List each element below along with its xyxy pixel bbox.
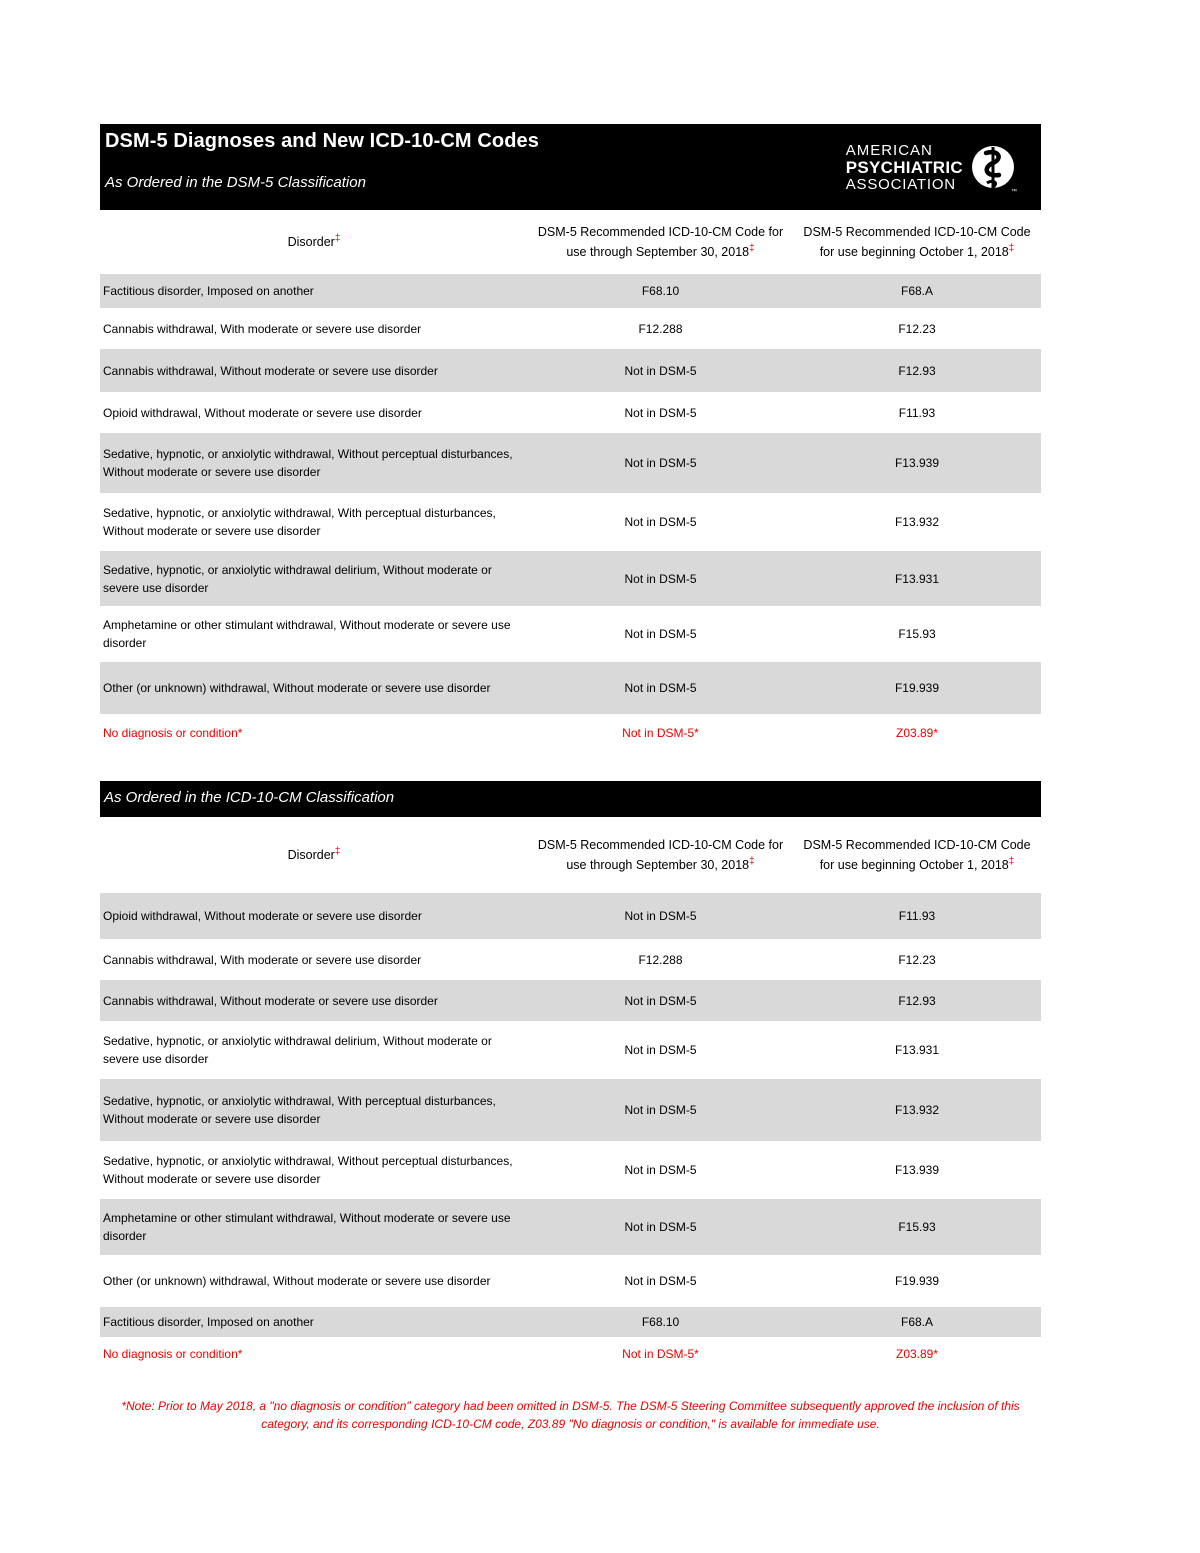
code-beginning-cell: F13.939 [894,1163,940,1177]
icd10-order-table [100,817,1041,1371]
col-header-beginning: DSM-5 Recommended ICD-10-CM Code for use beginning October 1, 2018‡ [803,225,1031,259]
code-beginning-cell: F13.931 [894,1043,940,1057]
code-beginning-cell: F11.93 [793,893,1041,939]
code-through-cell: Not in DSM-5 [528,1079,793,1141]
apa-logo [846,136,1017,198]
table-row [100,606,1041,662]
table-row [100,551,1041,606]
document [100,124,1041,1371]
code-beginning-cell: F19.939 [793,662,1041,714]
col-header-disorder: Disorder‡ [287,232,341,249]
table-row [100,1255,1041,1307]
code-through-cell: F12.288 [638,321,683,336]
logo-line-psychiatric: PSYCHIATRIC [845,157,963,177]
table-row [100,349,1041,392]
table-row [100,1021,1041,1079]
code-through-cell: F12.288 [638,952,683,967]
table-row [100,939,1041,980]
code-beginning-cell: F13.932 [793,1079,1041,1141]
disorder-cell: No diagnosis or condition* [103,1347,243,1361]
table-row [100,493,1041,551]
logo-line-association: ASSOCIATION [845,175,956,193]
disorder-cell: Sedative, hypnotic, or anxiolytic withdrawal, Without perceptual disturbances, Without moderate or severe use disorder [100,433,528,493]
code-through-cell: Not in DSM-5 [528,551,793,606]
code-beginning-cell: F12.93 [793,349,1041,392]
table-row [100,1079,1041,1141]
code-beginning-cell: F19.939 [894,1274,940,1288]
disorder-cell: Cannabis withdrawal, Without moderate or severe use disorder [100,980,528,1021]
logo-trademark: ™ [1011,189,1017,195]
disorder-cell: Amphetamine or other stimulant withdrawal, Without moderate or severe use disorder [103,618,511,650]
col-header-through: DSM-5 Recommended ICD-10-CM Code for use through September 30, 2018‡ [537,838,784,872]
col-header-beginning: DSM-5 Recommended ICD-10-CM Code for use beginning October 1, 2018‡ [803,838,1031,872]
table-row [100,980,1041,1021]
footnote: *Note: Prior to May 2018, a "no diagnosis or condition" category had been omitted in DSM-5. The DSM-5 Steering Committee subsequently approved the inclusion of this category, and its corresponding ICD-10-CM code, Z03.89 "No diagnosis or condition," is available for immediate use. [121,1399,1020,1431]
disorder-cell: Cannabis withdrawal, With moderate or severe use disorder [103,321,422,336]
dsm5-order-table [100,210,1041,752]
code-through-cell: Not in DSM-5 [624,405,697,420]
code-through-cell: Not in DSM-5 [624,1043,697,1057]
table-row [100,1141,1041,1199]
header-banner [100,124,1041,210]
code-through-cell: Not in DSM-5 [528,349,793,392]
table-row [100,662,1041,714]
code-beginning-cell: F12.93 [793,980,1041,1021]
code-beginning-cell: F13.931 [793,551,1041,606]
code-through-cell: Not in DSM-5 [624,515,697,529]
code-through-cell: Not in DSM-5 [624,1274,697,1288]
code-beginning-cell: F13.932 [894,515,940,529]
code-beginning-cell: F68.A [793,1307,1041,1337]
section-subtitle-icd10: As Ordered in the ICD-10-CM Classification [104,789,395,806]
table-row-no-diagnosis [100,1337,1041,1371]
disorder-cell: Amphetamine or other stimulant withdrawal, Without moderate or severe use disorder [100,1199,528,1255]
code-beginning-cell: Z03.89* [895,726,939,740]
code-through-cell: Not in DSM-5 [528,980,793,1021]
code-beginning-cell: F15.93 [898,627,936,641]
table-row [100,1199,1041,1255]
code-through-cell: Not in DSM-5* [622,726,699,740]
table-row [100,308,1041,349]
caduceus-logo-icon [971,139,1017,195]
code-beginning-cell: F12.23 [898,952,936,967]
disorder-cell: No diagnosis or condition* [103,726,243,740]
table-row [100,893,1041,939]
section-banner-icd10 [100,781,1041,817]
logo-line-american: AMERICAN [845,141,933,159]
code-through-cell: F68.10 [528,1307,793,1337]
disorder-cell: Sedative, hypnotic, or anxiolytic withdrawal, With perceptual disturbances, Without moderate or severe use disorder [103,506,496,538]
col-header-disorder: Disorder‡ [287,845,341,862]
code-through-cell: Not in DSM-5 [528,893,793,939]
code-through-cell: Not in DSM-5 [528,433,793,493]
disorder-cell: Factitious disorder, Imposed on another [100,1307,528,1337]
table-row [100,433,1041,493]
code-through-cell: Not in DSM-5 [528,1199,793,1255]
disorder-cell: Factitious disorder, Imposed on another [100,274,528,308]
disorder-cell: Sedative, hypnotic, or anxiolytic withdrawal delirium, Without moderate or severe use disorder [100,551,528,606]
code-beginning-cell: F11.93 [898,405,936,420]
disorder-cell: Other (or unknown) withdrawal, Without moderate or severe use disorder [100,662,528,714]
col-header-through: DSM-5 Recommended ICD-10-CM Code for use through September 30, 2018‡ [537,225,784,259]
disorder-cell: Opioid withdrawal, Without moderate or severe use disorder [100,893,528,939]
disorder-cell: Sedative, hypnotic, or anxiolytic withdrawal delirium, Without moderate or severe use disorder [103,1034,492,1066]
code-beginning-cell: F15.93 [793,1199,1041,1255]
code-beginning-cell: F68.A [793,274,1041,308]
page-title: DSM-5 Diagnoses and New ICD-10-CM Codes [105,130,539,152]
code-through-cell: F68.10 [528,274,793,308]
code-beginning-cell: F13.939 [793,433,1041,493]
code-through-cell: Not in DSM-5 [528,662,793,714]
code-through-cell: Not in DSM-5 [624,1163,697,1177]
table-row [100,274,1041,308]
code-through-cell: Not in DSM-5* [622,1347,699,1361]
table-row [100,1307,1041,1337]
disorder-cell: Opioid withdrawal, Without moderate or severe use disorder [103,405,422,420]
table-row [100,392,1041,433]
disorder-cell: Cannabis withdrawal, Without moderate or severe use disorder [100,349,528,392]
section-subtitle-dsm5: As Ordered in the DSM-5 Classification [105,174,366,191]
code-through-cell: Not in DSM-5 [624,627,697,641]
disorder-cell: Other (or unknown) withdrawal, Without moderate or severe use disorder [103,1274,491,1288]
table-row-no-diagnosis [100,714,1041,752]
code-beginning-cell: F12.23 [898,321,936,336]
disorder-cell: Sedative, hypnotic, or anxiolytic withdrawal, Without perceptual disturbances, Without moderate or severe use disorder [103,1154,513,1186]
code-beginning-cell: Z03.89* [895,1347,939,1361]
disorder-cell: Cannabis withdrawal, With moderate or severe use disorder [103,952,422,967]
disorder-cell: Sedative, hypnotic, or anxiolytic withdrawal, With perceptual disturbances, Without moderate or severe use disorder [100,1079,528,1141]
